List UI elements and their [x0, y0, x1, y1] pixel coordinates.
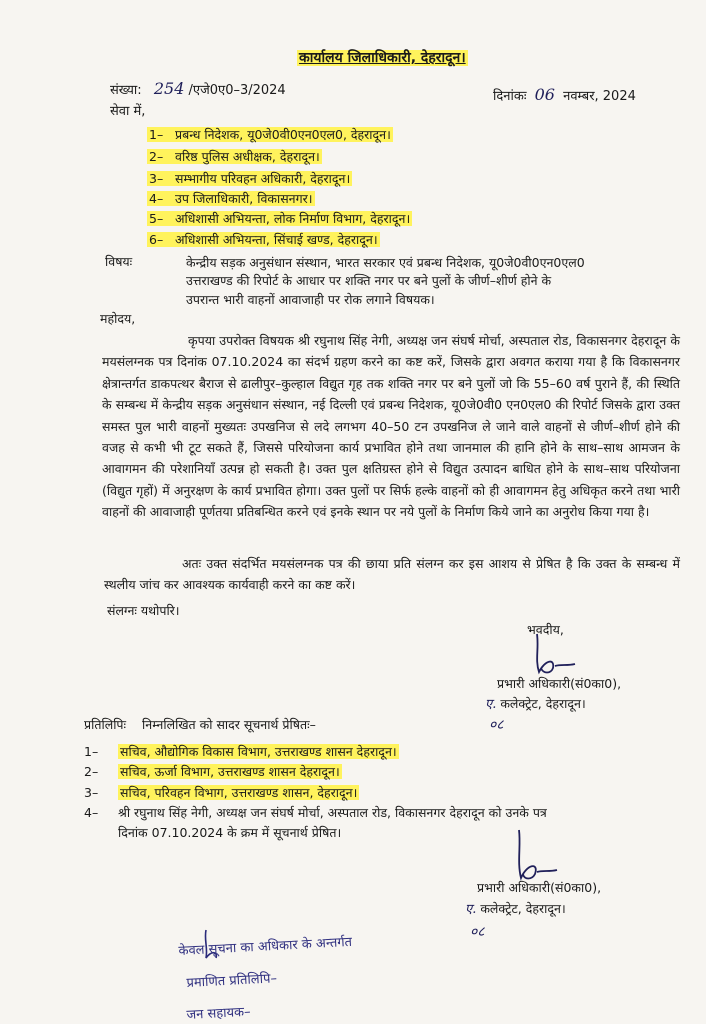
- signature-mark: [525, 630, 585, 678]
- handwritten-initials: ०८: [489, 717, 504, 733]
- recipient-item: 3– सम्भागीय परिवहन अधिकारी, देहरादून।: [149, 171, 351, 186]
- closing: भवदीय,: [527, 622, 564, 637]
- date-label: दिनांकः: [493, 89, 527, 104]
- copy-item: 4– श्री रघुनाथ सिंह नेगी, अध्यक्ष जन संघर्ष मोर्चा, अस्पताल रोड, विकासनगर देहरादून को उनके पत्र: [84, 805, 547, 820]
- designation: प्रभारी अधिकारी(सं0का0),: [497, 676, 622, 691]
- reference-handwritten: 254: [153, 79, 185, 98]
- subject-line: उपरान्त भारी वाहनों आवाजाही पर रोक लगाने विषयक।: [186, 292, 435, 307]
- designation-office-line: [485, 696, 586, 713]
- copy-label: प्रतिलिपिः: [84, 717, 127, 732]
- reference-code: /एजे0ए0–3/2024: [188, 83, 286, 98]
- enclosure-note: संलग्नः यथोपरि।: [107, 603, 180, 618]
- reference-line: [110, 80, 286, 99]
- recipient-item: 5– अधिशासी अभियन्ता, लोक निर्माण विभाग, देहरादून।: [149, 211, 411, 226]
- date-handwritten: 06: [534, 85, 555, 104]
- office-title: कार्यालय जिलाधिकारी, देहरादून।: [299, 50, 466, 66]
- handwritten-mark: ए.: [485, 697, 497, 712]
- reference-label: संख्या:: [110, 83, 142, 98]
- salutation: महोदय,: [100, 311, 136, 326]
- designation: प्रभारी अधिकारी(सं0का0),: [477, 880, 602, 895]
- handwritten-initials: ०८: [470, 924, 485, 940]
- rti-stamp-line: केवल सूचना का अधिकार के अन्तर्गत: [178, 934, 353, 959]
- recipients-label: सेवा में,: [110, 104, 146, 119]
- date-rest: नवम्बर, 2024: [563, 89, 636, 104]
- date-line: [493, 86, 636, 105]
- body-paragraph: अतः उक्त संदर्भित मयसंलग्नक पत्र की छाया प्रति संलग्न कर इस आशय से प्रेषित है कि उक्त के सम्बन्ध में स्थलीय जांच कर आवश्यक कार्यवाही करने का कष्ट करें।: [104, 556, 680, 593]
- rti-stamp-line: जन सहायक–: [186, 1004, 251, 1023]
- body-paragraph: कृपया उपरोक्त विषयक श्री रघुनाथ सिंह नेगी, अध्यक्ष जन संघर्ष मोर्चा, अस्पताल रोड, विकासनगर देहरादून के मयसंलग्नक पत्र दिनांक 07.10.2024 का संदर्भ ग्रहण करने का कष्ट करें, जिसके द्वारा अवगत कराया गया है कि विकासनगर क्षेत्रान्तर्गत डाकपत्थर बैराज से ढालीपुर–कुल्हाल विद्युत गृह तक शक्ति नगर पर बने पुलों जो कि 55–60 वर्ष पुराने हैं, की स्थिति के सम्बन्ध में केन्द्रीय सड़क अनुसंधान संस्थान, नई दिल्ली एवं प्रबन्ध निदेशक, यू0जे0वी0 एन0एल0 की रिपोर्ट जिसके द्वारा उक्त समस्त पुल भारी वाहनों मुख्यतः उपखनिज से लदे लगभग 40–50 टन उपखनिज ले जाने वाले वाहनों से जीर्ण–शीर्ण होने की वजह से कभी भी टूट सकते हैं, जिससे परियोजना कार्य प्रभावित होने तथा जानमाल की हानि होने के साथ–साथ आमजन के आवागमन की परेशानियाँ उत्पन्न हो सकती है। उक्त पुल क्षतिग्रस्त होने से विद्युत उत्पादन बाधित होने के साथ–साथ परियोजना (विद्युत गृहों) में अनुरक्षण के कार्य प्रभावित होगा। उक्त पुलों पर सिर्फ हल्के वाहनों को ही आवागमन हेतु अधिकृत करने तथा भारी वाहनों की आवाजाही पूर्णतया प्रतिबन्धित करने एवं इनके स्थान पर नये पुलों के निर्माण किये जाने का अनुरोध किया गया है।: [102, 333, 680, 520]
- designation-office-line: [465, 901, 566, 918]
- signature-mark: [505, 828, 565, 884]
- copy-item: 2– सचिव, ऊर्जा विभाग, उत्तराखण्ड शासन देहरादून।: [84, 764, 340, 779]
- rti-stamp-line: प्रमाणित प्रतिलिपि–: [186, 971, 278, 991]
- recipient-item: 1– प्रबन्ध निदेशक, यू0जे0वी0एन0एल0, देहरादून।: [149, 127, 391, 142]
- copy-item-continuation: दिनांक 07.10.2024 के क्रम में सूचनार्थ प्रेषित।: [118, 825, 342, 840]
- recipient-item: 4– उप जिलाधिकारी, विकासनगर।: [149, 191, 313, 206]
- subject-line: उत्तराखण्ड की रिपोर्ट के आधार पर शक्ति नगर पर बने पुलों के जीर्ण–शीर्ण होने के: [186, 273, 552, 288]
- copy-item: 1– सचिव, औद्योगिक विकास विभाग, उत्तराखण्ड शासन देहरादून।: [84, 744, 397, 759]
- recipient-item: 2– वरिष्ठ पुलिस अधीक्षक, देहरादून।: [149, 149, 320, 164]
- recipient-item: 6– अधिशासी अभियन्ता, सिंचाई खण्ड, देहरादून।: [149, 232, 378, 247]
- office-name: कलेक्ट्रेट, देहरादून।: [480, 901, 566, 916]
- copy-item: 3– सचिव, परिवहन विभाग, उत्तराखण्ड शासन, देहरादून।: [84, 785, 358, 800]
- office-name: कलेक्ट्रेट, देहरादून।: [500, 696, 586, 711]
- copy-intro-line: [84, 717, 316, 733]
- subject-line: केन्द्रीय सड़क अनुसंधान संस्थान, भारत सरकार एवं प्रबन्ध निदेशक, यू0जे0वी0एन0एल0: [186, 255, 585, 270]
- copy-intro: निम्नलिखित को सादर सूचनार्थ प्रेषितः–: [142, 717, 316, 732]
- handwritten-mark: ए.: [465, 902, 477, 917]
- subject-label: विषयः: [105, 254, 133, 269]
